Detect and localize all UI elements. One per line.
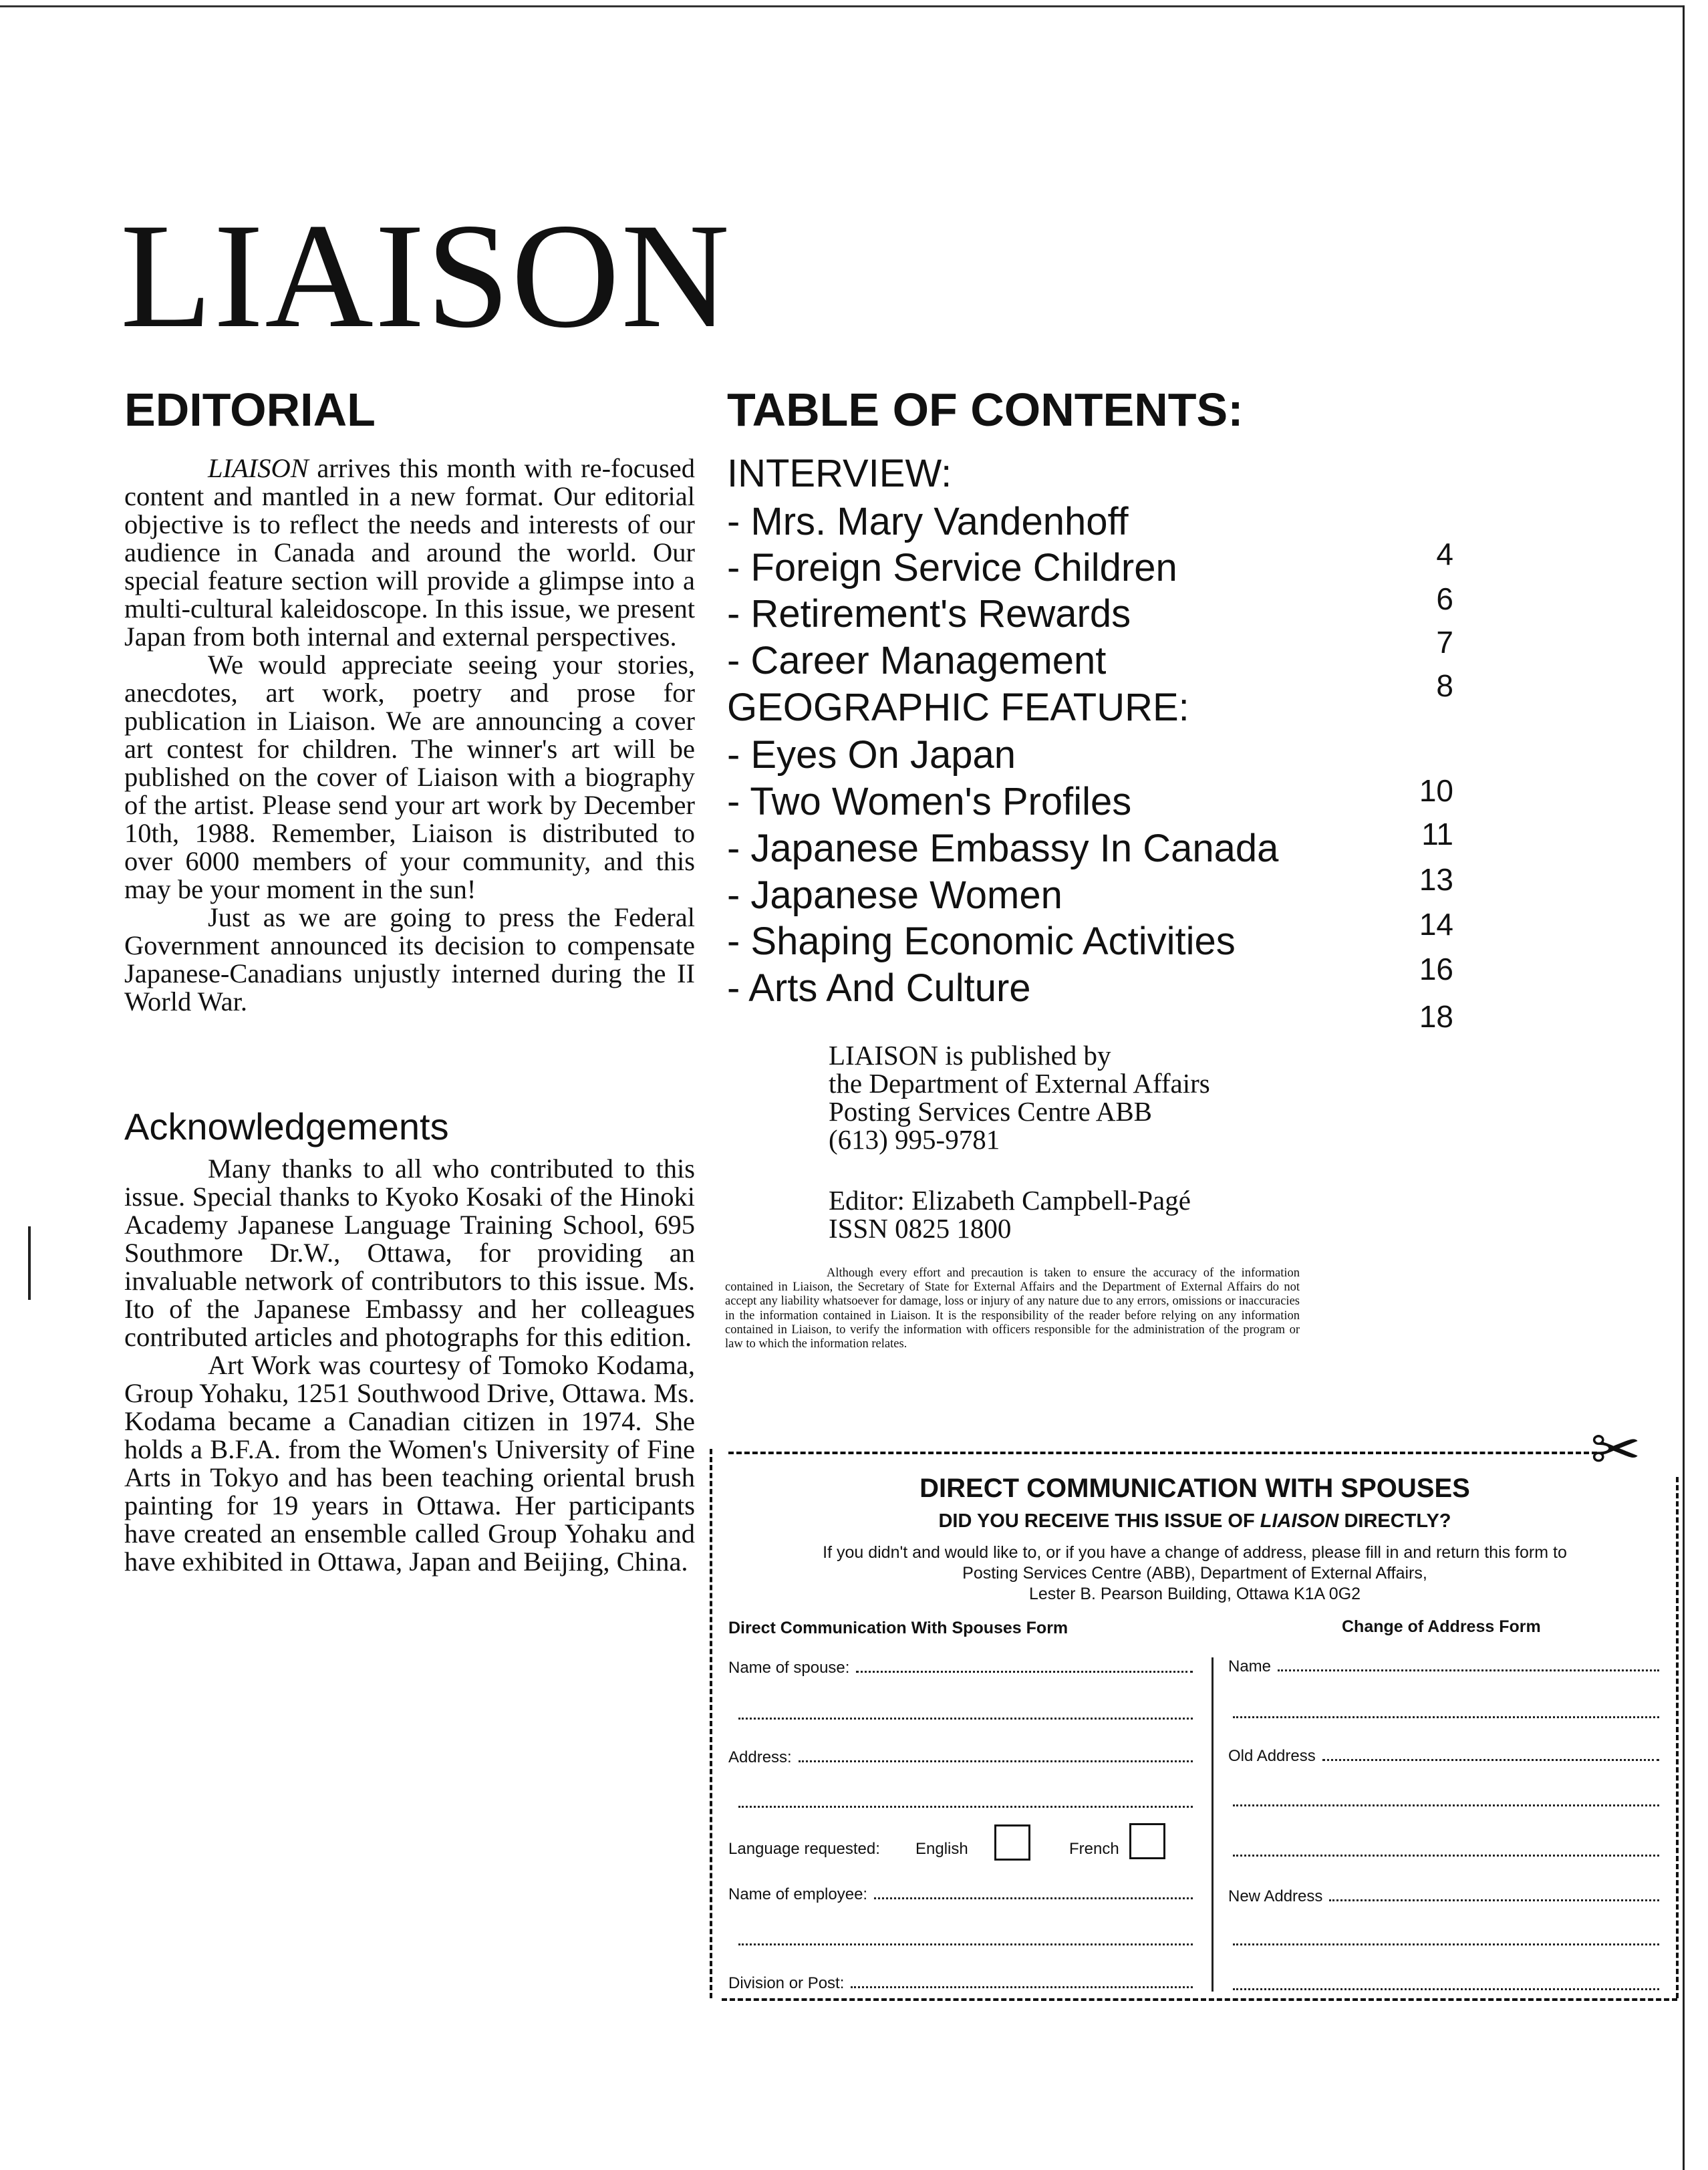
toc-page-number: 4 xyxy=(1436,537,1453,571)
english-label: English xyxy=(915,1840,968,1858)
address-line-2[interactable] xyxy=(738,1806,1193,1808)
french-label: French xyxy=(1069,1840,1119,1858)
editorial-title: EDITORIAL xyxy=(124,384,376,436)
toc-page-number: 16 xyxy=(1419,952,1453,986)
division-or-post-field[interactable]: Division or Post: xyxy=(728,1974,1193,1993)
toc-page-number: 18 xyxy=(1419,999,1453,1034)
new-address-line-3[interactable] xyxy=(1233,1988,1659,1990)
toc-item: - Career Management xyxy=(727,639,1107,682)
left-margin-mark xyxy=(28,1226,31,1300)
english-checkbox[interactable] xyxy=(994,1824,1030,1861)
new-address-field[interactable]: New Address xyxy=(1228,1887,1659,1906)
toc-page-number: 8 xyxy=(1436,668,1453,703)
acknowledgements-title: Acknowledgements xyxy=(124,1105,449,1147)
old-address-line-3[interactable] xyxy=(1233,1855,1659,1857)
toc-page-number: 14 xyxy=(1419,907,1453,942)
toc-item: - Two Women's Profiles xyxy=(727,780,1132,823)
old-address-line-2[interactable] xyxy=(1233,1804,1659,1806)
acknowledgements-body xyxy=(124,1155,695,1576)
name-line-2[interactable] xyxy=(1233,1716,1659,1718)
toc-section-geographic: GEOGRAPHIC FEATURE: xyxy=(727,686,1189,729)
toc-page-number: 6 xyxy=(1436,581,1453,616)
french-checkbox[interactable] xyxy=(1129,1823,1165,1859)
toc-item: - Arts And Culture xyxy=(727,966,1031,1010)
spouses-form-heading: Direct Communication With Spouses Form xyxy=(728,1619,1069,1637)
acknowledgements-paragraph-2: Art Work was courtesy of Tomoko Kodama, Group Yohaku, 1251 Southwood Drive, Ottawa. Ms. Kodama became a Canadian citizen in 1974. She holds a B.F.A. from the Women's University of Fine Arts in Tokyo and has been teaching oriental brush painting for 19 years in Ottawa. Her participants have created an ensemble called Group Yohaku and have exhibited in Ottawa, Japan and Beijing, China. xyxy=(124,1350,695,1577)
toc-item: - Retirement's Rewards xyxy=(727,592,1131,636)
editorial-paragraph-1: LIAISON arrives this month with re-focused content and mantled in a new format. Our editorial objective is to reflect the needs and interests of our audience in Canada and around the world. Our special feature section will provide a glimpse into a multi-cultural kaleidoscope. In this issue, we present Japan from both internal and external perspectives. xyxy=(124,453,695,652)
disclaimer-text: Although every effort and precaution is taken to ensure the accuracy of the information contained in Liaison, the Secretary of State for External Affairs and the Department of External Affairs do not accept any liability whatsoever for damage, loss or injury of any nature due to any errors, omissions or inaccuracies in the information contained in Liaison. It is the responsibility of the reader before relying on any information contained in Liaison, to verify the information with officers responsible for the administration of the program or law to which the information relates. xyxy=(725,1266,1300,1351)
toc-item: - Mrs. Mary Vandenhoff xyxy=(727,500,1129,543)
form-column-divider xyxy=(1212,1657,1214,1992)
top-border-line xyxy=(0,5,1684,7)
toc-item: - Foreign Service Children xyxy=(727,546,1177,589)
editorial-paragraph-2: We would appreciate seeing your stories, anecdotes, art work, poetry and prose for publication in Liaison. We are announcing a cover art contest for children. The winner's art will be published on the cover of Liaison with a biography of the artist. Please send your art work by December 10th, 1988. Remember, Liaison is distributed to over 6000 members of your community, and this may be your moment in the sun! xyxy=(124,650,695,904)
toc-page-number: 7 xyxy=(1436,625,1453,660)
form-cut-line-top xyxy=(728,1452,1597,1454)
address-field[interactable]: Address: xyxy=(728,1748,1193,1767)
spouse-name-line-2[interactable] xyxy=(738,1718,1193,1720)
toc-item: - Shaping Economic Activities xyxy=(727,920,1236,963)
change-of-address-heading: Change of Address Form xyxy=(1342,1617,1541,1636)
acknowledgements-paragraph-1: Many thanks to all who contributed to this issue. Special thanks to Kyoko Kosaki of the Hinoki Academy Japanese Language Training School, 695 Southmore Dr.W., Ottawa, for providing an invaluable network of contributors to this issue. Ms. Ito of the Japanese Embassy and her colleagues contributed articles and photographs for this edition. xyxy=(124,1154,695,1352)
name-field[interactable]: Name xyxy=(1228,1657,1659,1676)
toc-item: - Eyes On Japan xyxy=(727,733,1016,777)
name-of-spouse-field[interactable]: Name of spouse: xyxy=(728,1659,1193,1677)
toc-item: - Japanese Women xyxy=(727,873,1062,917)
editor-info: Editor: Elizabeth Campbell-Pagé ISSN 0825 1800 xyxy=(829,1185,1191,1244)
form-question: DID YOU RECEIVE THIS ISSUE OF LIAISON DIRECTLY? xyxy=(938,1510,1451,1532)
employee-name-line-2[interactable] xyxy=(738,1943,1193,1945)
liaison-logo: LIAISON xyxy=(120,192,731,359)
form-title: DIRECT COMMUNICATION WITH SPOUSES xyxy=(919,1474,1470,1503)
form-cut-line-bottom xyxy=(722,1998,1677,2001)
right-border-line xyxy=(1683,5,1685,2170)
language-requested-label: Language requested: xyxy=(728,1840,880,1858)
toc-item: - Japanese Embassy In Canada xyxy=(727,827,1279,870)
editorial-body xyxy=(124,454,695,1016)
new-address-line-2[interactable] xyxy=(1233,1943,1659,1945)
toc-title: TABLE OF CONTENTS: xyxy=(727,384,1244,436)
form-instructions: If you didn't and would like to, or if you have a change of address, please fill in and return this form to Posting Services Centre (ABB), Department of External Affairs, Lester B. Pearson Building, Ottawa K1A 0G2 xyxy=(823,1543,1567,1603)
toc-page-number: 13 xyxy=(1419,862,1453,897)
old-address-field[interactable]: Old Address xyxy=(1228,1747,1659,1766)
toc-page-number: 10 xyxy=(1419,773,1453,808)
scissors-icon: ✂ xyxy=(1590,1417,1641,1484)
toc-section-interview: INTERVIEW: xyxy=(727,452,952,495)
name-of-employee-field[interactable]: Name of employee: xyxy=(728,1885,1193,1904)
toc-page-number: 11 xyxy=(1421,817,1453,851)
editorial-paragraph-3: Just as we are going to press the Federal Government announced its decision to compensate Japanese-Canadians unjustly interned during the II World War. xyxy=(124,902,695,1016)
publisher-info: LIAISON is published by the Department of External Affairs Posting Services Centre ABB (613) 995-9781 xyxy=(829,1040,1210,1155)
